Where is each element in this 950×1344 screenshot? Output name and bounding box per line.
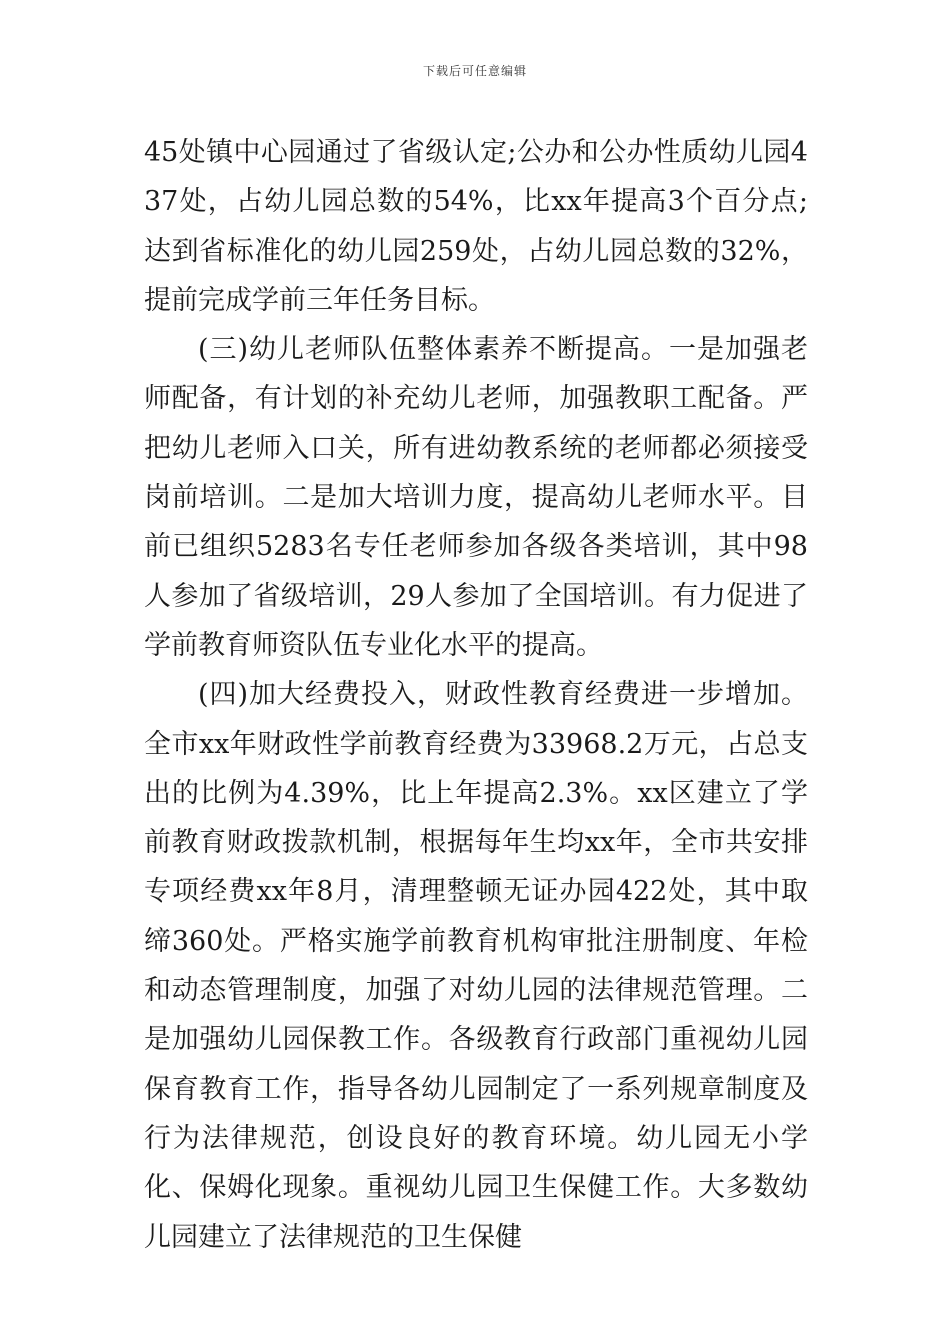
paragraph-teacher-quality: (三)幼儿老师队伍整体素养不断提高。一是加强老师配备，有计划的补充幼儿老师，加强教职工配备。严把幼儿老师入口关，所有进幼教系统的老师都必须接受岗前培训。二是加大培训力度，提高幼儿老师水平。目前已组织5283名专任老师参加各级各类培训，其中98人参加了省级培训，29人参加了全国培训。有力促进了学前教育师资队伍专业化水平的提高。 <box>144 334 808 661</box>
paragraph-funding: (四)加大经费投入，财政性教育经费进一步增加。全市xx年财政性学前教育经费为33968.2万元，占总支出的比例为4.39%，比上年提高2.3%。xx区建立了学前教育财政拨款机制，根据每年生均xx年，全市共安排专项经费xx年8月，清理整顿无证办园422处，其中取缔360处。严格实施学前教育机构审批注册制度、年检和动态管理制度，加强了对幼儿园的法律规范管理。二是加强幼儿园保教工作。各级教育行政部门重视幼儿园保育教育工作，指导各幼儿园制定了一系列规章制度及行为法律规范，创设良好的教育环境。幼儿园无小学化、保姆化现象。重视幼儿园卫生保健工作。大多数幼儿园建立了法律规范的卫生保健 <box>144 679 808 1253</box>
paragraph-continued: 45处镇中心园通过了省级认定;公办和公办性质幼儿园437处，占幼儿园总数的54%，比xx年提高3个百分点;达到省标准化的幼儿园259处，占幼儿园总数的32%，提前完成学前三年任务目标。 <box>144 137 808 316</box>
document-body <box>144 128 808 1262</box>
page-header: 下载后可任意编辑 <box>422 64 527 78</box>
